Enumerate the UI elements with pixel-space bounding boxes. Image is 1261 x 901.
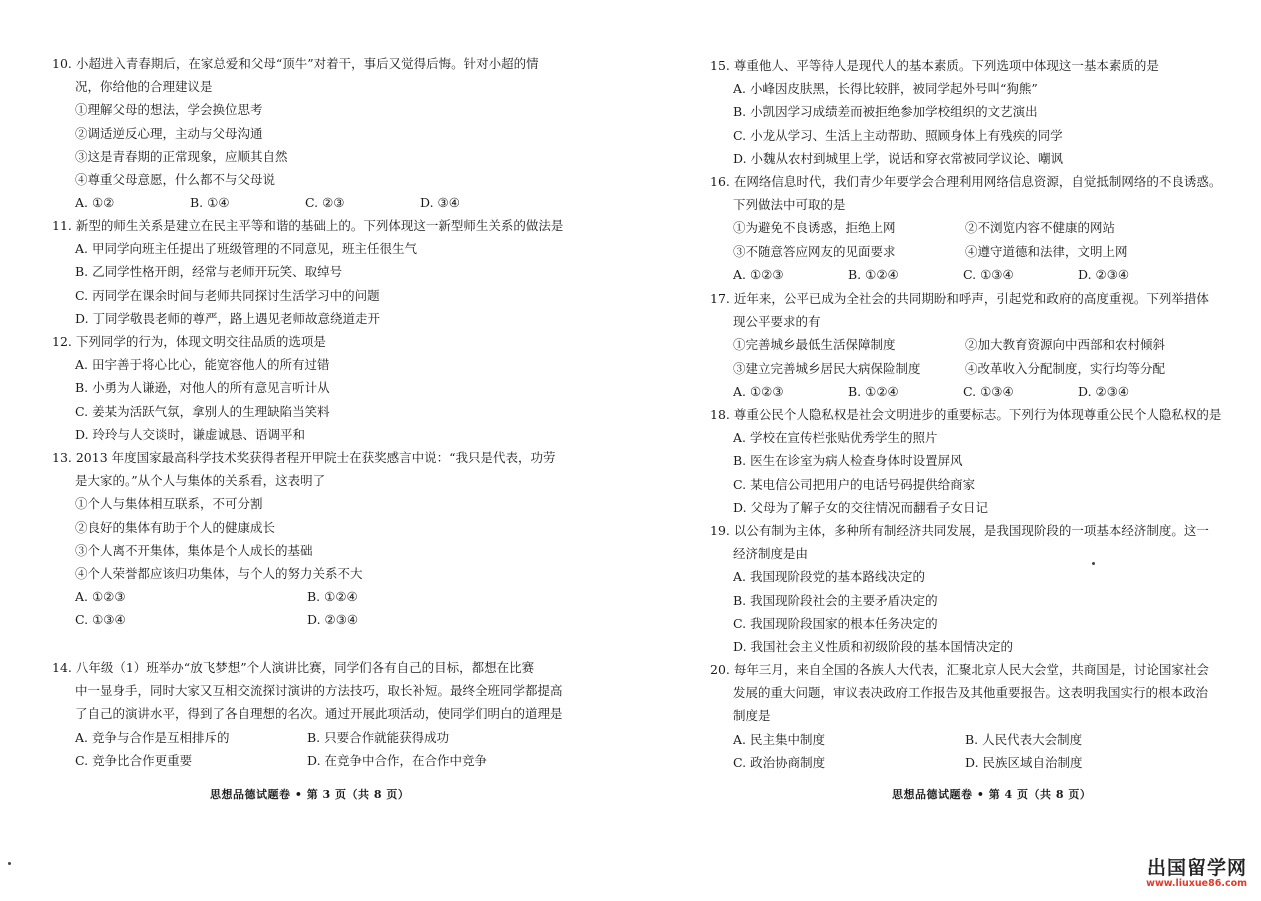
page-footer: 思想品德试题卷 • 第 4 页（共 8 页） xyxy=(892,788,1092,801)
question-10 xyxy=(52,52,539,214)
answer-options-row-2 xyxy=(52,608,556,631)
statement-item: ①理解父母的想法，学会换位思考 xyxy=(75,102,263,118)
statement-item: ④遵守道德和法律，文明上网 xyxy=(965,243,1128,259)
question-16 xyxy=(710,170,1225,286)
option-c: C. ①③④ xyxy=(75,612,126,628)
option-d: D. 我国社会主义性质和初级阶段的基本国情决定的 xyxy=(733,638,1014,654)
question-19 xyxy=(710,519,1209,658)
statement-grid xyxy=(710,333,1225,379)
answer-options-row-1 xyxy=(52,726,563,749)
statement-item: ①为避免不良诱惑，拒绝上网 xyxy=(733,220,896,236)
statement-grid xyxy=(710,216,1225,262)
option-c: C. 我国现阶段国家的根本任务决定的 xyxy=(733,615,938,631)
option-c: C. ②③ xyxy=(305,195,345,211)
right-page xyxy=(630,0,1261,901)
option-d: D. ③④ xyxy=(420,195,460,211)
option-b: B. 小凯因学习成绩差而被拒绝参加学校组织的文艺演出 xyxy=(733,104,1038,120)
option-a: A. 民主集中制度 xyxy=(733,731,825,747)
question-stem: 12. 下列同学的行为，体现文明交往品质的选项是 xyxy=(52,334,326,349)
option-d: D. 民族区域自治制度 xyxy=(965,754,1083,770)
question-stem: 是大家的。”从个人与集体的关系看，这表明了 xyxy=(75,473,326,489)
question-stem: 经济制度是由 xyxy=(733,546,809,562)
statement-item: ④改革收入分配制度，实行均等分配 xyxy=(965,360,1166,376)
question-13 xyxy=(52,446,556,632)
option-d: D. ②③④ xyxy=(307,612,359,628)
question-stem: 15. 尊重他人、平等待人是现代人的基本素质。下列选项中体现这一基本素质的是 xyxy=(710,58,1159,73)
question-14 xyxy=(52,656,563,772)
question-18 xyxy=(710,403,1221,519)
question-17 xyxy=(710,287,1225,403)
site-watermark xyxy=(1146,858,1247,889)
option-a: A. 学校在宣传栏张贴优秀学生的照片 xyxy=(733,430,938,446)
question-stem: 况，你给他的合理建议是 xyxy=(75,79,213,95)
option-a: A. 小峰因皮肤黑，长得比较胖，被同学起外号叫“狗熊” xyxy=(733,81,1038,97)
scan-speck xyxy=(1092,562,1095,565)
statement-item: ③建立完善城乡居民大病保险制度 xyxy=(733,360,921,376)
option-b: B. 只要合作就能获得成功 xyxy=(307,729,450,745)
question-stem: 现公平要求的有 xyxy=(733,314,821,330)
option-c: C. 竞争比合作更重要 xyxy=(75,752,193,768)
option-a: A. 竞争与合作是互相排斥的 xyxy=(75,729,230,745)
option-b: B. ①④ xyxy=(190,195,230,211)
question-stem: 下列做法中可取的是 xyxy=(733,197,846,213)
question-12 xyxy=(52,330,330,446)
question-stem: 11. 新型的师生关系是建立在民主平等和谐的基础上的。下列体现这一新型师生关系的做法是 xyxy=(52,218,564,233)
statement-item: ②良好的集体有助于个人的健康成长 xyxy=(75,519,276,535)
answer-options xyxy=(710,263,1225,286)
option-c: C. 小龙从学习、生活上主动帮助、照顾身体上有残疾的同学 xyxy=(733,127,1063,143)
option-a: A. ①②③ xyxy=(75,589,126,605)
question-stem: 16. 在网络信息时代，我们青少年要学会合理利用网络信息资源，自觉抵制网络的不良诱惑。 xyxy=(710,174,1222,189)
option-c: C. 姜某为活跃气氛，拿别人的生理缺陷当笑料 xyxy=(75,403,330,419)
question-stem: 13. 2013 年度国家最高科学技术奖获得者程开甲院士在获奖感言中说：“我只是代表，功劳 xyxy=(52,450,556,465)
answer-options xyxy=(52,191,539,214)
option-c: C. 政治协商制度 xyxy=(733,754,826,770)
question-20 xyxy=(710,658,1209,774)
statement-item: ①个人与集体相互联系，不可分割 xyxy=(75,496,263,512)
answer-options-row-2 xyxy=(52,749,563,772)
option-b: B. ①②④ xyxy=(307,589,358,605)
question-stem: 了自己的演讲水平，得到了各自理想的名次。通过开展此项活动，使同学们明白的道理是 xyxy=(75,706,563,722)
question-stem: 发展的重大问题，审议表决政府工作报告及其他重要报告。这表明我国实行的根本政治 xyxy=(733,685,1209,701)
watermark-url: www.liuxue86.com xyxy=(1146,878,1247,889)
option-b: B. 小勇为人谦逊，对他人的所有意见言听计从 xyxy=(75,380,330,396)
question-stem: 20. 每年三月，来自全国的各族人大代表，汇聚北京人民大会堂，共商国是，讨论国家社会 xyxy=(710,662,1209,677)
option-c: C. 某电信公司把用户的电话号码提供给商家 xyxy=(733,476,976,492)
question-stem: 18. 尊重公民个人隐私权是社会文明进步的重要标志。下列行为体现尊重公民个人隐私权的是 xyxy=(710,407,1222,422)
left-page xyxy=(0,0,630,901)
option-b: B. 乙同学性格开朗，经常与老师开玩笑、取绰号 xyxy=(75,264,343,280)
option-b: B. 我国现阶段社会的主要矛盾决定的 xyxy=(733,592,938,608)
question-stem: 17. 近年来，公平已成为全社会的共同期盼和呼声，引起党和政府的高度重视。下列举措体 xyxy=(710,291,1209,306)
option-a: A. 田宇善于将心比心，能宽容他人的所有过错 xyxy=(75,357,330,373)
option-c: C. 丙同学在课余时间与老师共同探讨生活学习中的问题 xyxy=(75,287,380,303)
option-a: A. 我国现阶段党的基本路线决定的 xyxy=(733,569,925,585)
page-footer: 思想品德试题卷 • 第 3 页（共 8 页） xyxy=(210,788,410,801)
statement-item: ②调适逆反心理，主动与父母沟通 xyxy=(75,125,263,141)
option-a: A. 甲同学向班主任提出了班级管理的不同意见，班主任很生气 xyxy=(75,241,417,257)
scan-speck xyxy=(8,862,11,865)
statement-item: ②加大教育资源向中西部和农村倾斜 xyxy=(965,337,1166,353)
statement-item: ①完善城乡最低生活保障制度 xyxy=(733,337,896,353)
question-stem: 制度是 xyxy=(733,708,771,724)
statement-item: ④尊重父母意愿，什么都不与父母说 xyxy=(75,171,276,187)
option-d: D. 丁同学敬畏老师的尊严，路上遇见老师故意绕道走开 xyxy=(75,310,381,326)
option-b: B. ①②④ xyxy=(848,383,899,399)
statement-item: ④个人荣誉都应该归功集体，与个人的努力关系不大 xyxy=(75,565,363,581)
question-stem: 10. 小超进入青春期后，在家总爱和父母“顶牛”对着干，事后又觉得后悔。针对小超的情 xyxy=(52,56,539,71)
option-a: A. ①②③ xyxy=(733,383,784,399)
option-d: D. 在竞争中合作，在合作中竞争 xyxy=(307,752,488,768)
option-c: C. ①③④ xyxy=(963,266,1014,282)
question-stem: 19. 以公有制为主体，多种所有制经济共同发展，是我国现阶段的一项基本经济制度。这一 xyxy=(710,523,1209,538)
option-b: B. 医生在诊室为病人检查身体时设置屏风 xyxy=(733,453,963,469)
option-d: D. ②③④ xyxy=(1078,266,1130,282)
answer-options xyxy=(710,380,1225,403)
option-d: D. 小魏从农村到城里上学，说话和穿衣常被同学议论、嘲讽 xyxy=(733,150,1064,166)
question-15 xyxy=(710,54,1159,170)
option-b: B. 人民代表大会制度 xyxy=(965,731,1083,747)
statement-item: ③不随意答应网友的见面要求 xyxy=(733,243,896,259)
option-b: B. ①②④ xyxy=(848,266,899,282)
statement-item: ③个人离不开集体，集体是个人成长的基础 xyxy=(75,542,313,558)
watermark-title: 出国留学网 xyxy=(1146,857,1247,879)
statement-item: ②不浏览内容不健康的网站 xyxy=(965,220,1116,236)
answer-options-row-1 xyxy=(52,585,556,608)
option-d: D. 父母为了解子女的交往情况而翻看子女日记 xyxy=(733,499,989,515)
option-a: A. ①②③ xyxy=(733,266,784,282)
statement-item: ③这是青春期的正常现象，应顺其自然 xyxy=(75,148,288,164)
question-stem: 14. 八年级（1）班举办“放飞梦想”个人演讲比赛，同学们各有自己的目标，都想在比赛 xyxy=(52,660,535,675)
option-a: A. ①② xyxy=(75,195,115,211)
option-c: C. ①③④ xyxy=(963,383,1014,399)
question-11 xyxy=(52,214,563,330)
answer-options-row-1 xyxy=(710,728,1209,751)
option-d: D. 玲玲与人交谈时，谦虚诚恳、语调平和 xyxy=(75,426,306,442)
answer-options-row-2 xyxy=(710,751,1209,774)
question-stem: 中一显身手，同时大家又互相交流探讨演讲的方法技巧，取长补短。最终全班同学都提高 xyxy=(75,683,563,699)
option-d: D. ②③④ xyxy=(1078,383,1130,399)
